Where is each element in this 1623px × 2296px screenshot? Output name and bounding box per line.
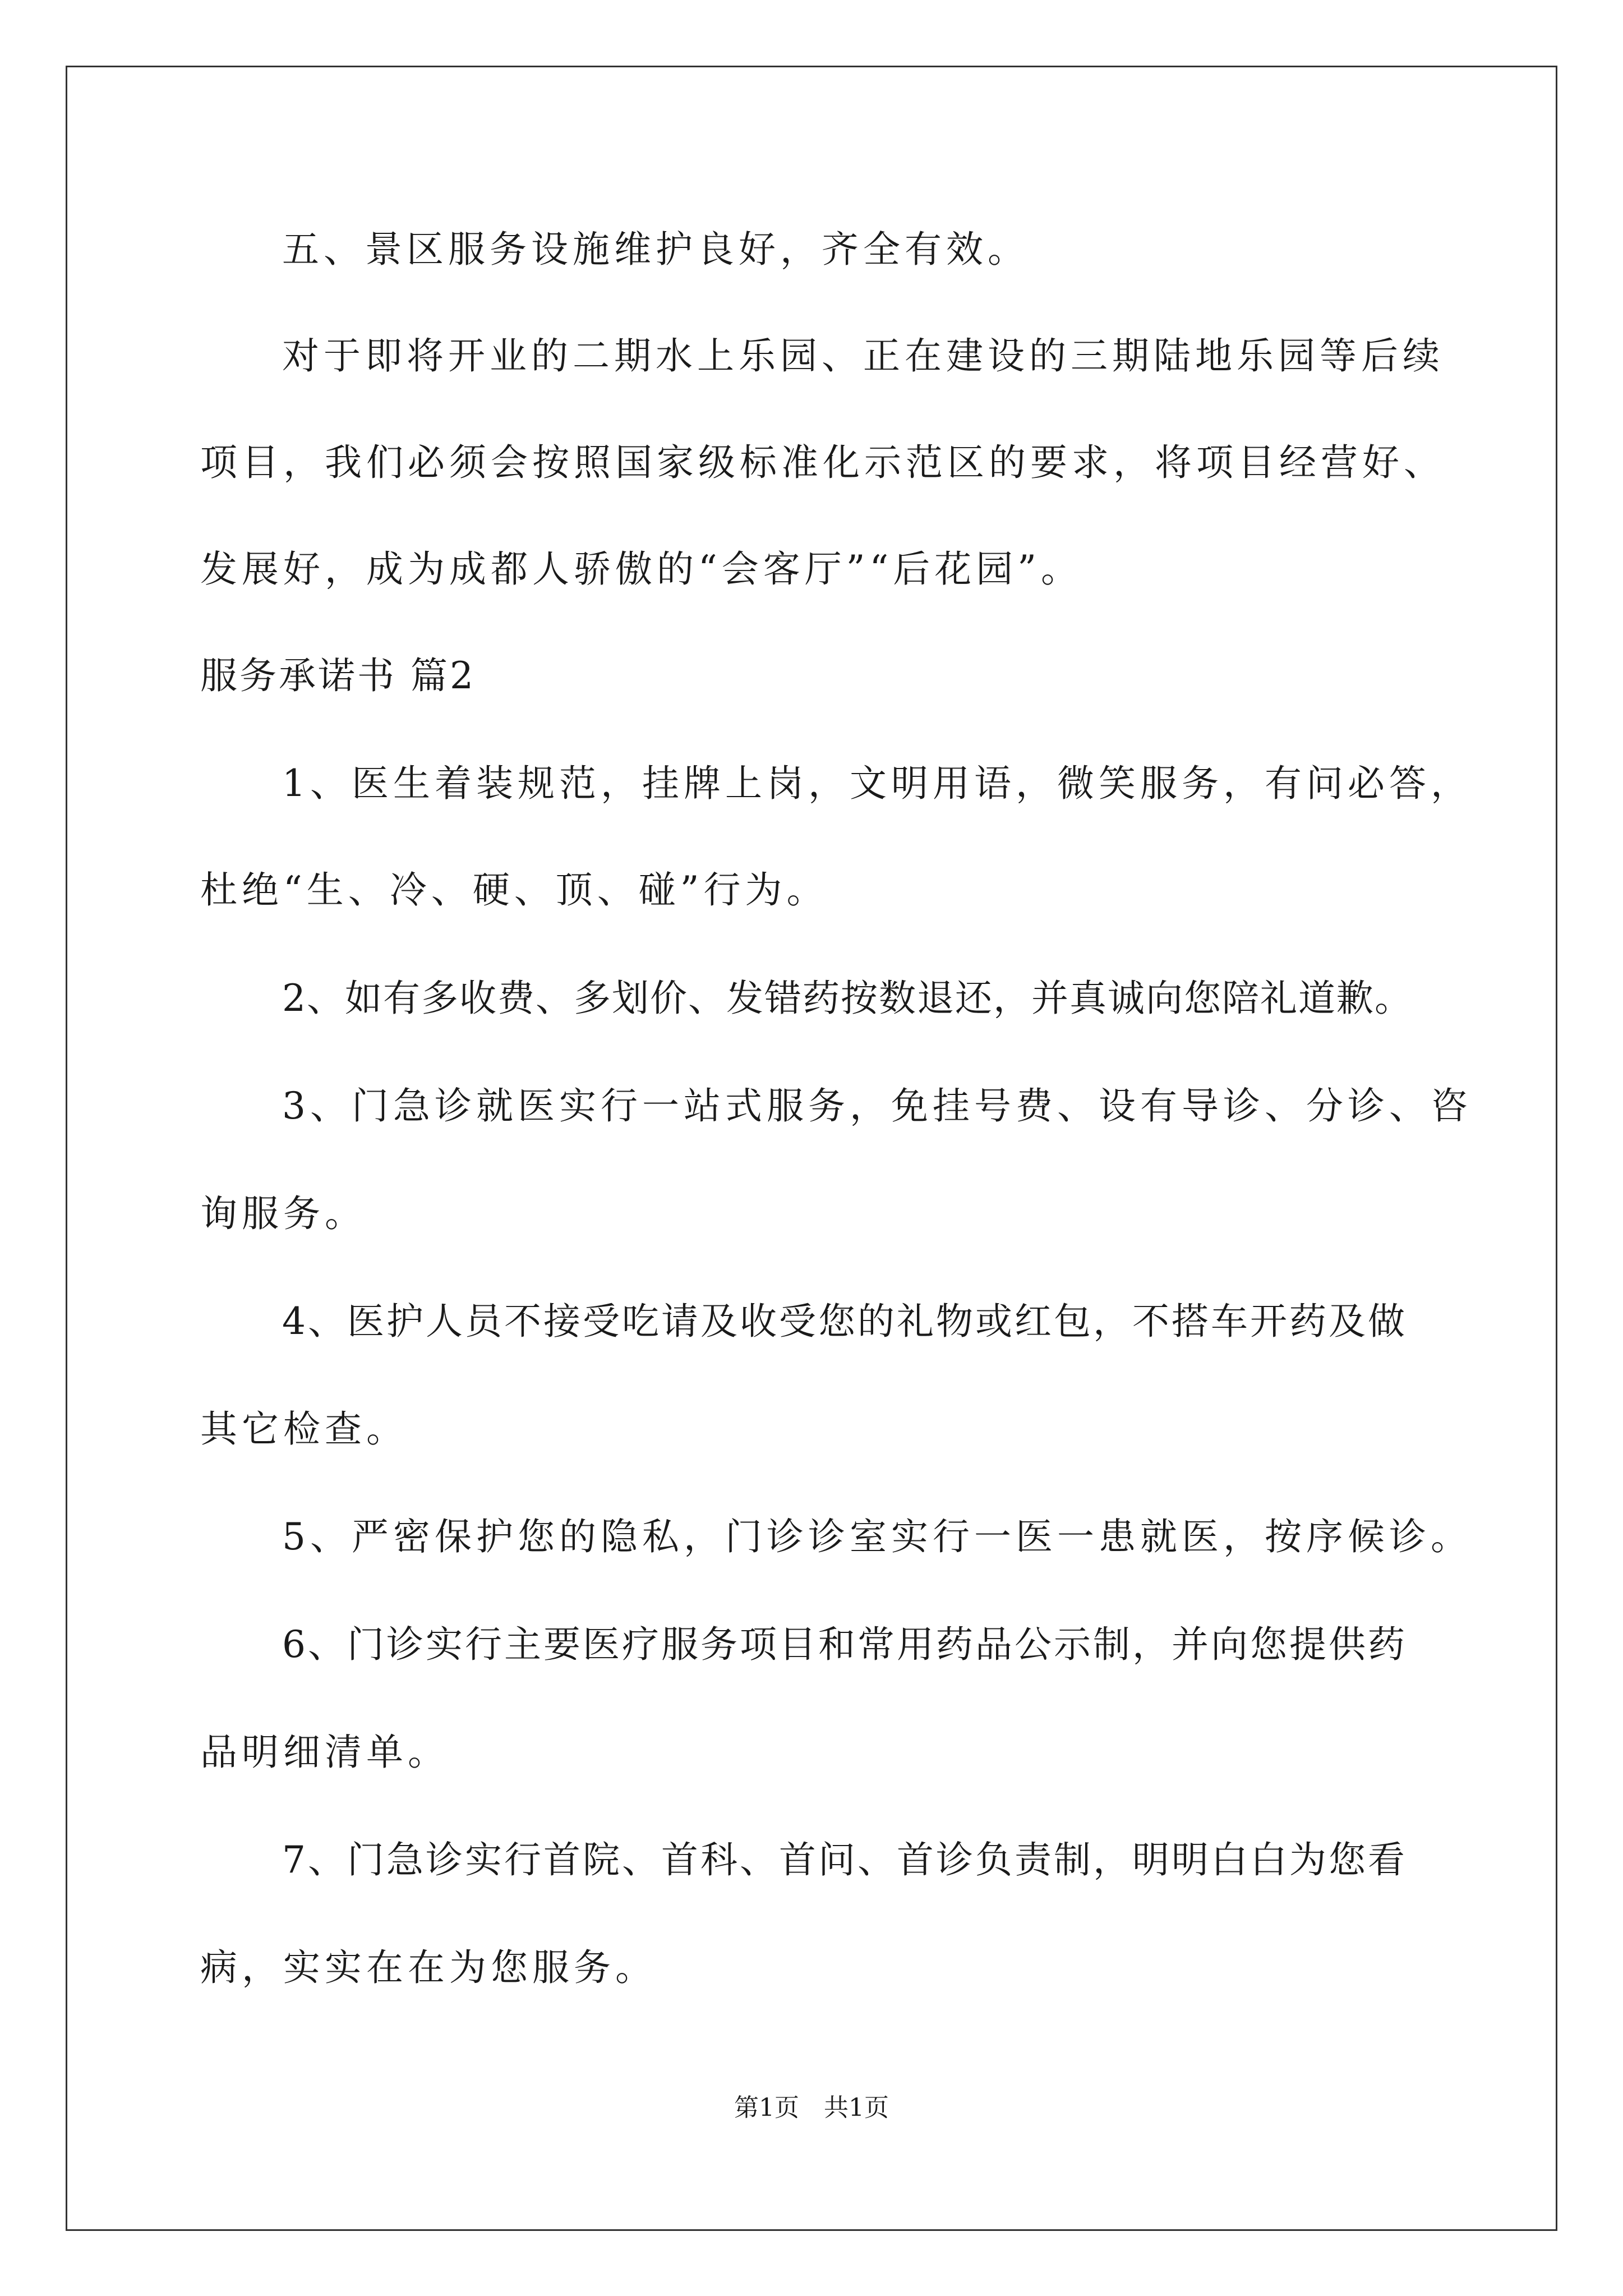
paragraph-line: 其它检查。 [200,1407,408,1451]
section-heading: 服务承诺书 篇2 [200,654,476,697]
paragraph-line: 病，实实在在为您服务。 [200,1946,657,1989]
paragraph-line: 项目，我们必须会按照国家级标准化示范区的要求，将项目经营好、 [200,441,1445,484]
paragraph-line: 发展好，成为成都人骄傲的“会客厅”“后花园”。 [200,547,1082,591]
page-number: 第1页 共1页 [734,2093,889,2122]
paragraph-line: 3、门急诊就医实行一站式服务，免挂号费、设有导诊、分诊、咨 [282,1084,1472,1128]
paragraph-line: 询服务。 [200,1192,366,1235]
paragraph-line: 对于即将开业的二期水上乐园、正在建设的三期陆地乐园等后续 [282,334,1444,378]
paragraph-line: 4、医护人员不接受吃请及收受您的礼物或红包，不搭车开药及做 [282,1300,1407,1343]
paragraph-line: 5、严密保护您的隐私，门诊诊室实行一医一患就医，按序候诊。 [282,1515,1472,1558]
paragraph-line: 1、医生着装规范，挂牌上岗，文明用语，微笑服务，有问必答， [282,762,1472,805]
paragraph-line: 6、门诊实行主要医疗服务项目和常用药品公示制，并向您提供药 [282,1623,1407,1666]
page-frame [66,66,1557,2231]
paragraph-line: 2、如有多收费、多划价、发错药按数退还，并真诚向您陪礼道歉。 [282,977,1413,1020]
paragraph-line: 7、门急诊实行首院、首科、首问、首诊负责制，明明白白为您看 [282,1838,1407,1881]
paragraph-line: 杜绝“生、冷、硬、顶、碰”行为。 [200,868,828,912]
paragraph-line: 品明细清单。 [200,1731,449,1774]
paragraph-line: 五、景区服务设施维护良好，齐全有效。 [282,228,1029,271]
